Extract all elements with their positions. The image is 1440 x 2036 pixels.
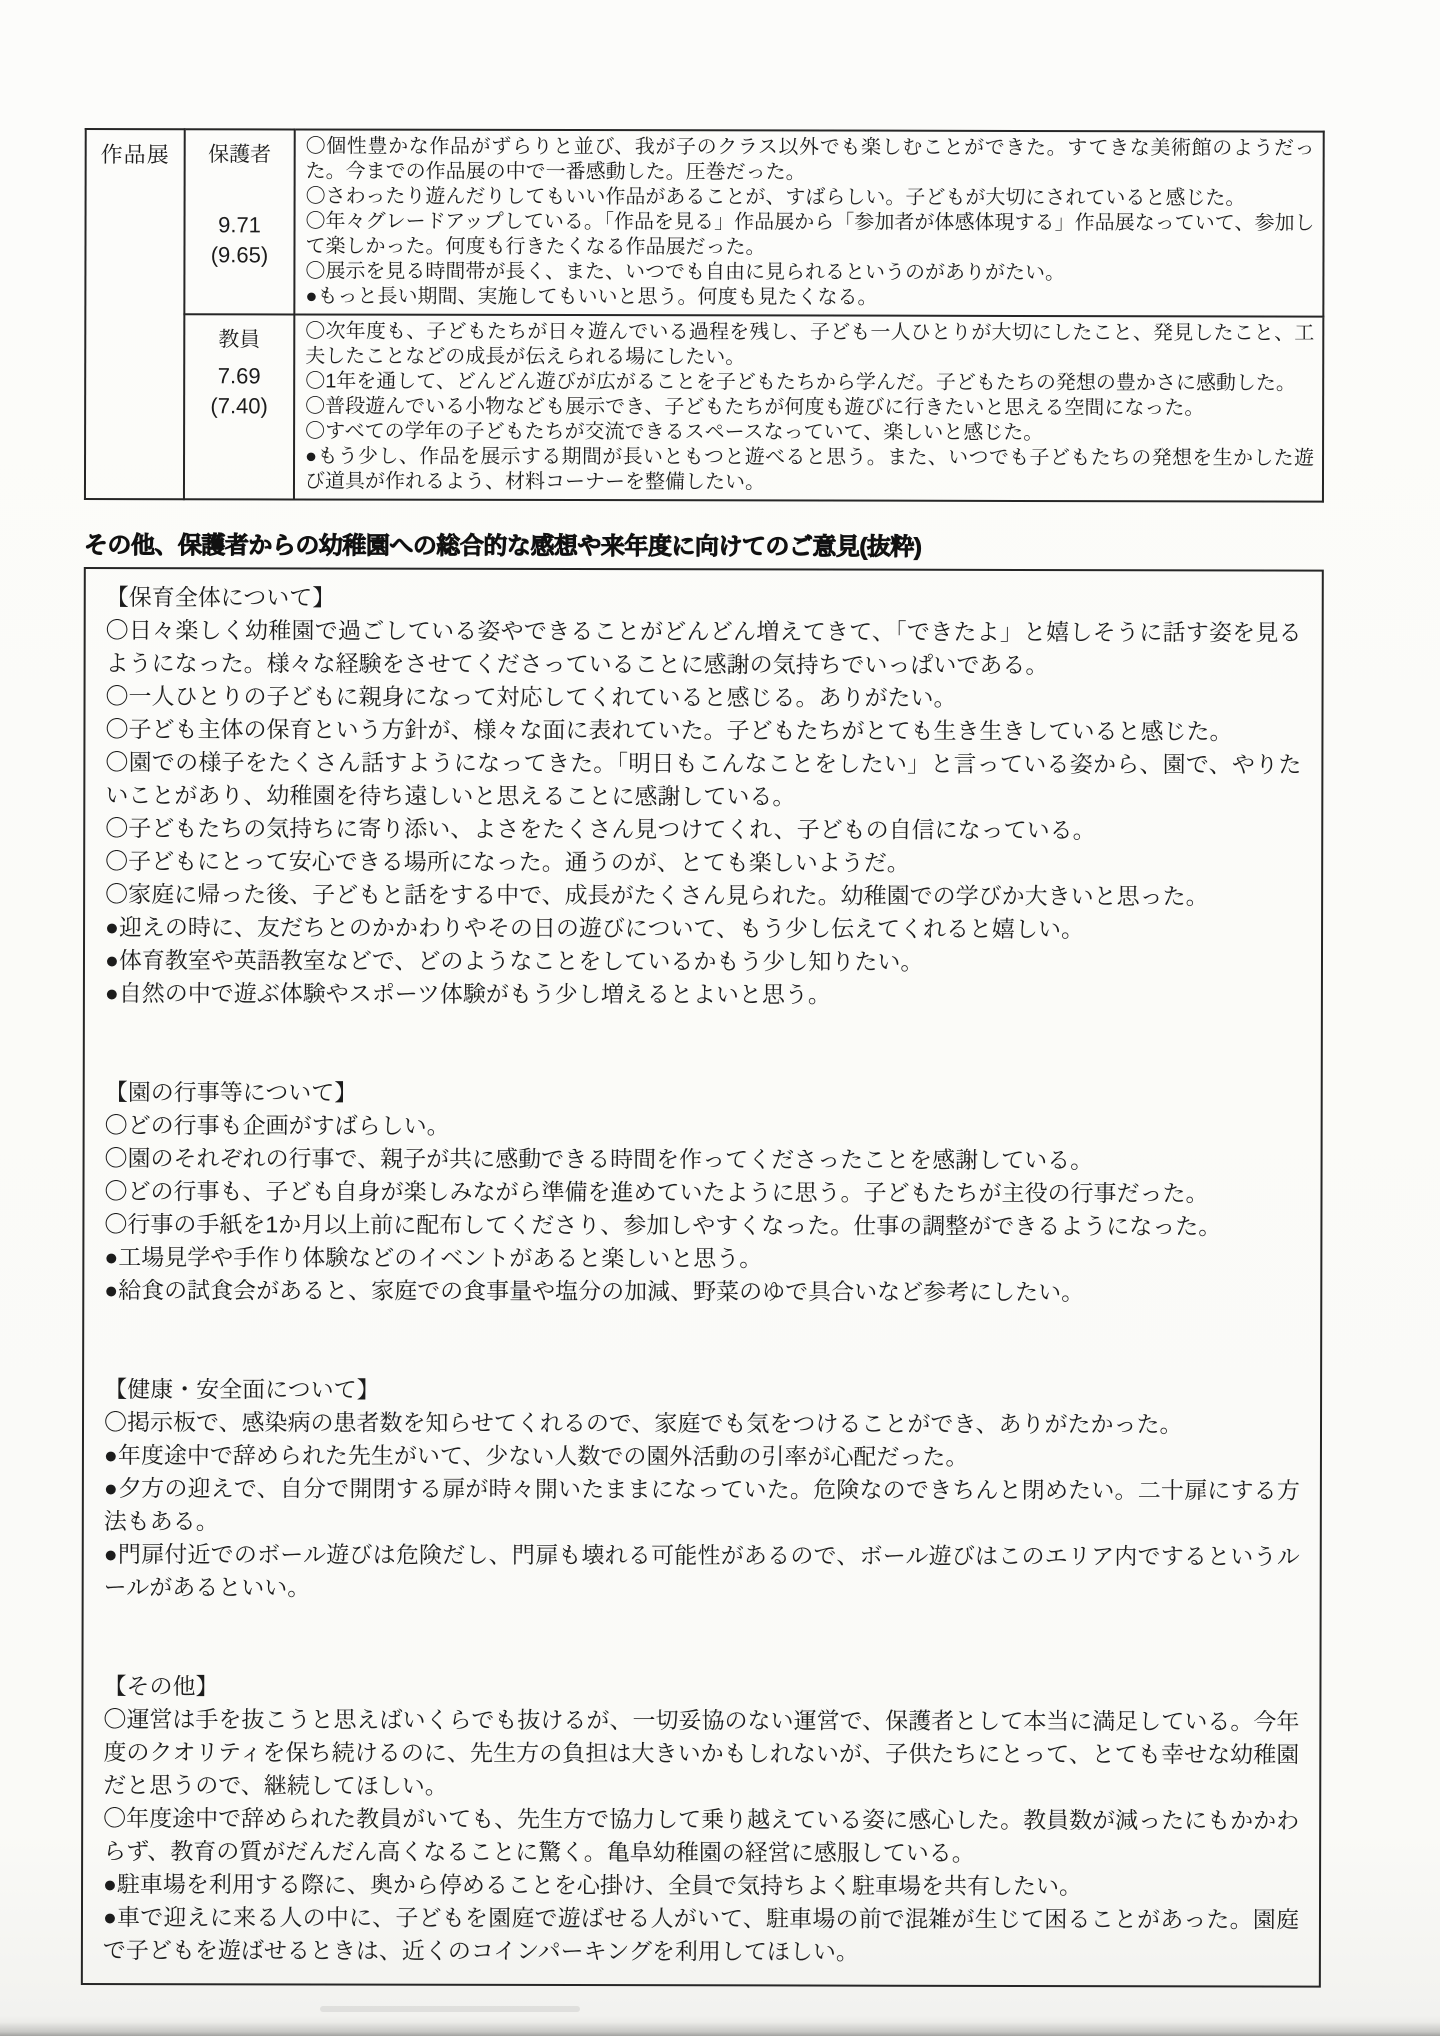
feedback-comment: 〇運営は手を抜こうと思えばいくらでも抜けるが、一切妥協のない運営で、保護者として本当に満足している。今年度のクオリティを保ち続けるのに、先生方の負担は大きいかもしれないが、子供たちにとって、とても幸せな幼稚園だと思うので、継続してほしい。 (103, 1706, 1300, 1799)
comments-list (305, 319, 1314, 496)
score-block (186, 361, 292, 421)
score-previous: (9.65) (210, 242, 269, 268)
scan-edge-artifact (0, 2022, 1440, 2036)
category-cell (85, 129, 185, 499)
comments-cell-teachers (294, 314, 1323, 501)
feedback-comment: 〇家庭に帰った後、子どもと話をする中で、成長がたくさん見られた。幼稚園での学びか大きいと思った。 (105, 881, 1209, 910)
feedback-comment: 〇年度途中で辞められた教員がいても、先生方で協力して乗り越えている姿に感心した。教員数が減ったにもかかわらず、教育の質がだんだん高くなることに驚く。亀阜幼稚園の経営に感服している。 (103, 1805, 1300, 1866)
score-value: 7.69 (217, 363, 261, 389)
section-heading: その他、保護者からの幼稚園への総合的な感想や来年度に向けてのご意見(抜粋) (83, 531, 922, 561)
table-comment: 〇普段遊んでいる小物なども展示でき、子どもたちが何度も遊びに行きたいと思える空間になった。 (305, 395, 1205, 420)
feedback-comment: 〇どの行事も、子ども自身が楽しみながら準備を進めていたように思う。子どもたちが主役の行事だった。 (104, 1178, 1209, 1207)
feedback-comment: 〇どの行事も企画がすばらしい。 (104, 1112, 450, 1139)
respondent-label: 教員 (218, 328, 261, 352)
feedback-comment: 〇行事の手紙を1か月以上前に配布してくださり、参加しやすくなった。仕事の調整ができるようになった。 (104, 1211, 1222, 1240)
feedback-section-health-safety (104, 1373, 1300, 1607)
feedback-comment: ●工場見学や手作り体験などのイベントがあると楽しいと思う。 (104, 1244, 763, 1272)
feedback-comment: 〇子どもにとって安心できる場所になった。通うのが、とても楽しいようだ。 (105, 848, 910, 876)
feedback-comment: 〇日々楽しく幼稚園で過ごしている姿やできることがどんどん増えてきて、「できたよ」と嬉しそうに話す姿を見るようになった。様々な経験をさせてくださっていることに感謝の気持ちでいっぱいである。 (105, 617, 1302, 679)
feedback-comment: ●自然の中で遊ぶ体験やスポーツ体験がもう少し増えるとよいと思う。 (104, 980, 831, 1008)
feedback-comments-list (104, 1109, 1300, 1310)
feedback-comment: 〇子ども主体の保育という方針が、様々な面に表れていた。子どもたちがとても生き生きしていると感じた。 (105, 716, 1233, 745)
feedback-section-title: 【健康・安全面について】 (104, 1376, 380, 1403)
table-comment: 〇個性豊かな作品がずらりと並び、我が子のクラス以外でも楽しむことができた。すてきな美術館のようだった。今までの作品展の中で一番感動した。圧巻だった。 (305, 135, 1315, 184)
feedback-section-other (103, 1670, 1300, 1970)
feedback-comment: 〇掲示板で、感染病の患者数を知らせてくれるので、家庭でも気をつけることができ、ありがたかった。 (103, 1409, 1183, 1438)
score-previous: (7.40) (210, 393, 268, 419)
category-label: 作品展 (100, 142, 170, 168)
table-comment: 〇1年を通して、どんどん遊びが広がることを子どもたちから学んだ。子どもたちの発想の豊かさに感動した。 (305, 370, 1296, 395)
table-comment: ●もっと長い期間、実施してもいいと思う。何度も見たくなる。 (305, 285, 878, 309)
table-comment: 〇さわったり遊んだりしてもいい作品があることが、すばらしい。子どもが大切にされていると感じた。 (305, 185, 1246, 210)
table-row-teachers (85, 314, 1323, 502)
feedback-section-overall (105, 581, 1302, 1013)
table-comment: 〇年々グレードアップしている。「作品を見る」作品展から「参加者が体感体現する」作品展なっていて、参加して楽しかった。何度も行きたくなる作品展だった。 (305, 210, 1315, 259)
score-value: 9.71 (218, 212, 261, 238)
feedback-section-title: 【園の行事等について】 (104, 1079, 358, 1106)
feedback-comment: ●夕方の迎えで、自分で開閉する扉が時々開いたままになっていた。危険なのできちんと閉めたい。二十扉にする方法もある。 (103, 1475, 1300, 1535)
feedback-section-title: 【保育全体について】 (105, 584, 336, 611)
feedback-comment: 〇一人ひとりの子どもに親身になって対応してくれていると感じる。ありがたい。 (105, 683, 957, 711)
score-block (186, 210, 292, 270)
table-row-parents (85, 129, 1323, 317)
feedback-comment: 〇園での様子をたくさん話すようになってきた。「明日もこんなことをしたい」と言っている姿から、園で、やりたいことがあり、幼稚園を待ち遠しいと思えることに感謝している。 (105, 749, 1302, 810)
feedback-section-title: 【その他】 (103, 1673, 219, 1700)
table-comment: 〇展示を見る時間帯が長く、また、いつでも自由に見られるというのがありがたい。 (305, 260, 1066, 285)
feedback-comment: ●迎えの時に、友だちとのかかわりやその日の遊びについて、もう少し伝えてくれると嬉しい。 (105, 914, 1085, 943)
respondent-cell-parents (184, 129, 294, 314)
feedback-box (81, 567, 1324, 1988)
table-comment: 〇すべての学年の子どもたちが交流できるスペースなっていて、楽しいと感じた。 (305, 420, 1044, 445)
table-comment: 〇次年度も、子どもたちが日々遊んでいる過程を残し、子ども一人ひとりが大切にしたこと、発見したこと、工夫したことなどの成長が伝えられる場にしたい。 (305, 320, 1315, 369)
feedback-comments-list (104, 1406, 1300, 1607)
document-content (81, 0, 1325, 1988)
comments-list (305, 134, 1314, 311)
feedback-section-events (104, 1076, 1300, 1310)
feedback-comments-list (103, 1703, 1300, 1970)
respondent-label: 保護者 (208, 143, 272, 167)
feedback-comment: 〇園のそれぞれの行事で、親子が共に感動できる時間を作ってくださったことを感謝している。 (104, 1145, 1094, 1174)
table-comment: ●もう少し、作品を展示する期間が長いともつと遊べると思う。また、いつでも子どもたちの発想を生かした遊び道具が作れるよう、材料コーナーを整備したい。 (304, 445, 1315, 494)
feedback-comment: 〇子どもたちの気持ちに寄り添い、よさをたくさん見つけてくれ、子どもの自信になっている。 (105, 815, 1096, 844)
feedback-comment: ●年度途中で辞められた先生がいて、少ない人数での園外活動の引率が心配だった。 (103, 1442, 969, 1470)
feedback-comment: ●給食の試食会があると、家庭での食事量や塩分の加減、野菜のゆで具合いなど参考にしたい。 (104, 1277, 1085, 1306)
respondent-cell-teachers (184, 314, 294, 499)
scan-artifact (320, 2006, 580, 2012)
feedback-comment: ●駐車場を利用する際に、奥から停めることを心掛け、全員で気持ちよく駐車場を共有したい。 (103, 1871, 1083, 1900)
feedback-comment: ●車で迎えに来る人の中に、子どもを園庭で遊ばせる人がいて、駐車場の前で混雑が生じて困ることがあった。園庭で子どもを遊ばせるときは、近くのコインパーキングを利用してほしい。 (102, 1904, 1300, 1965)
comments-cell-parents (294, 129, 1323, 316)
evaluation-table (84, 128, 1325, 503)
feedback-comment: ●体育教室や英語教室などで、どのようなことをしているかもう少し知りたい。 (104, 947, 924, 975)
feedback-comment: ●門扉付近でのボール遊びは危険だし、門扉も壊れる可能性があるので、ボール遊びはこのエリア内でするというルールがあるといい。 (103, 1541, 1300, 1601)
feedback-comments-list (105, 614, 1302, 1013)
